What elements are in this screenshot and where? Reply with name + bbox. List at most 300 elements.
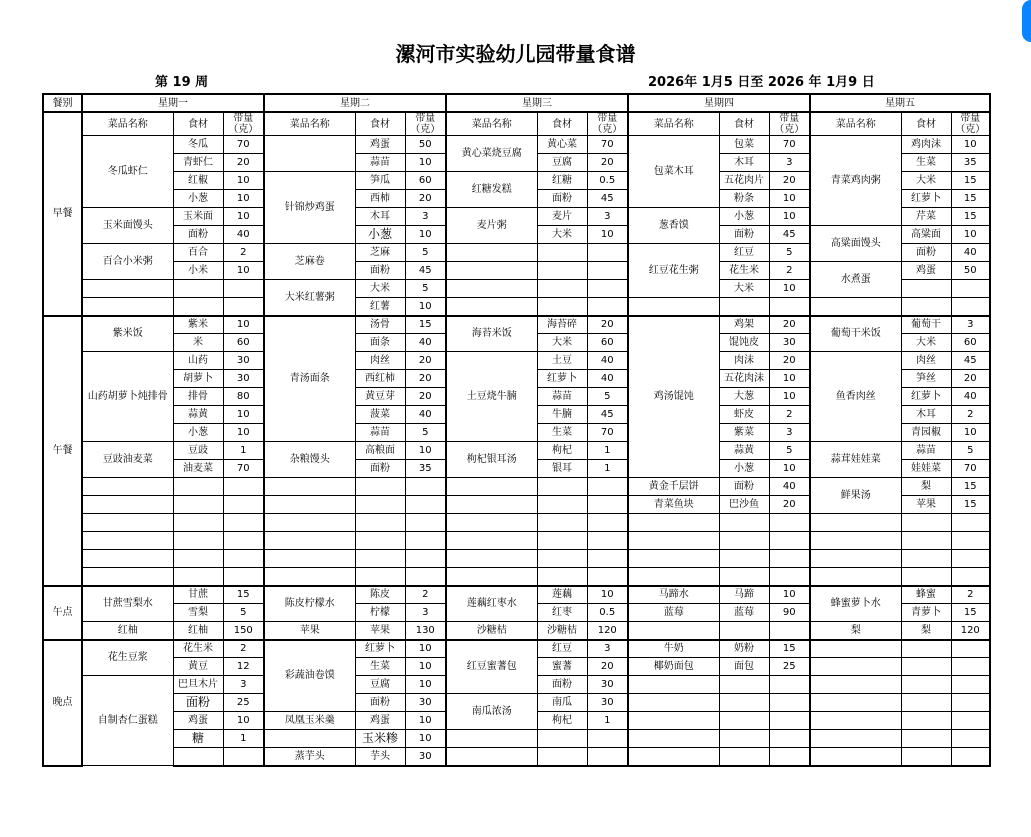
dish-name: 蒸芋头 — [264, 748, 355, 766]
amount: 10 — [223, 190, 264, 208]
ingredient: 笋丝 — [901, 370, 951, 388]
ingredient: 葡萄干 — [901, 316, 951, 334]
amount: 15 — [951, 478, 990, 496]
ingredient: 五花肉沫 — [719, 370, 769, 388]
amount: 10 — [769, 460, 810, 478]
ingredient: 枸杞 — [537, 442, 587, 460]
ingredient — [173, 748, 223, 766]
dish-name: 麦片粥 — [446, 208, 537, 244]
ingredient: 牛腩 — [537, 406, 587, 424]
amount — [951, 514, 990, 532]
ingredient: 胡萝卜 — [173, 370, 223, 388]
amount: 20 — [769, 172, 810, 190]
ingredient: 面粉 — [355, 460, 405, 478]
dish-name — [264, 568, 355, 586]
amount: 2 — [223, 640, 264, 658]
amount-column-header: 带量（克） — [223, 112, 264, 136]
dish-name — [82, 550, 173, 568]
ingredient: 木耳 — [901, 406, 951, 424]
dish-name — [446, 748, 537, 766]
amount: 15 — [769, 640, 810, 658]
ingredient: 娃娃菜 — [901, 460, 951, 478]
dish-name — [628, 514, 719, 532]
dish-name: 葡萄干米饭 — [810, 316, 901, 352]
ingredient: 油麦菜 — [173, 460, 223, 478]
dish-name: 红糖发糕 — [446, 172, 537, 208]
amount: 10 — [223, 406, 264, 424]
ingredient: 鸡蛋 — [901, 262, 951, 280]
amount — [587, 730, 628, 748]
amount: 3 — [223, 676, 264, 694]
amount: 20 — [405, 370, 446, 388]
ingredient: 大米 — [901, 334, 951, 352]
ingredient: 大葱 — [719, 388, 769, 406]
dish-name — [810, 514, 901, 532]
ingredient-column-header: 食材 — [901, 112, 951, 136]
ingredient — [173, 280, 223, 298]
amount: 40 — [769, 478, 810, 496]
amount: 10 — [769, 208, 810, 226]
ingredient: 小葱 — [719, 460, 769, 478]
dish-name: 梨 — [810, 622, 901, 640]
amount: 5 — [405, 280, 446, 298]
amount: 3 — [405, 208, 446, 226]
dish-name: 南瓜浓汤 — [446, 694, 537, 730]
ingredient: 面粉 — [355, 694, 405, 712]
amount: 10 — [223, 172, 264, 190]
dish-name — [82, 478, 173, 496]
amount: 10 — [769, 190, 810, 208]
amount — [587, 514, 628, 532]
ingredient — [355, 478, 405, 496]
dish-name — [628, 694, 719, 712]
dish-name — [446, 298, 537, 316]
ingredient: 南瓜 — [537, 694, 587, 712]
amount: 2 — [769, 262, 810, 280]
amount — [405, 478, 446, 496]
dish-name: 针锦炒鸡蛋 — [264, 172, 355, 244]
amount — [587, 496, 628, 514]
ingredient: 鸡蛋 — [355, 712, 405, 730]
ingredient — [719, 712, 769, 730]
dish-name — [810, 694, 901, 712]
dish-name: 土豆烧牛腩 — [446, 352, 537, 442]
amount — [769, 748, 810, 766]
dish-name — [628, 568, 719, 586]
amount: 10 — [223, 424, 264, 442]
dish-name — [446, 478, 537, 496]
menu-row — [43, 532, 990, 550]
ingredient: 虾皮 — [719, 406, 769, 424]
ingredient: 紫菜 — [719, 424, 769, 442]
ingredient: 小米 — [173, 262, 223, 280]
window-corner-button[interactable] — [1022, 0, 1031, 42]
amount: 70 — [769, 136, 810, 154]
amount — [951, 568, 990, 586]
ingredient — [537, 280, 587, 298]
amount: 90 — [769, 604, 810, 622]
ingredient-column-header: 食材 — [355, 112, 405, 136]
amount: 40 — [587, 352, 628, 370]
ingredient: 红萝卜 — [537, 370, 587, 388]
amount: 5 — [405, 244, 446, 262]
ingredient: 西柿 — [355, 190, 405, 208]
ingredient: 芋头 — [355, 748, 405, 766]
ingredient: 面粉 — [173, 226, 223, 244]
ingredient — [355, 568, 405, 586]
ingredient: 笋瓜 — [355, 172, 405, 190]
ingredient: 柠檬 — [355, 604, 405, 622]
ingredient: 肉沫 — [719, 352, 769, 370]
dish-name: 黄金千层饼 — [628, 478, 719, 496]
dish-name — [628, 748, 719, 766]
ingredient: 巴旦木片 — [173, 676, 223, 694]
ingredient: 蒜黄 — [719, 442, 769, 460]
ingredient — [719, 748, 769, 766]
dish-name — [82, 280, 173, 298]
ingredient: 小葱 — [173, 424, 223, 442]
amount: 10 — [951, 424, 990, 442]
amount — [587, 532, 628, 550]
ingredient: 馄饨皮 — [719, 334, 769, 352]
ingredient — [355, 514, 405, 532]
dish-name — [810, 658, 901, 676]
dish-name: 蒜茸娃娃菜 — [810, 442, 901, 478]
menu-row — [43, 622, 990, 640]
amount: 20 — [405, 388, 446, 406]
amount: 10 — [769, 370, 810, 388]
ingredient: 菠菜 — [355, 406, 405, 424]
amount: 2 — [951, 406, 990, 424]
dish-name: 马蹄水 — [628, 586, 719, 604]
dish-name: 凤凰玉米羹 — [264, 712, 355, 730]
dish-name: 椰奶面包 — [628, 658, 719, 676]
ingredient — [173, 532, 223, 550]
ingredient — [901, 640, 951, 658]
menu-row — [43, 316, 990, 334]
dish-name: 鱼香肉丝 — [810, 352, 901, 442]
amount: 30 — [587, 694, 628, 712]
dish-name: 红豆蜜蓍包 — [446, 640, 537, 694]
dish-column-header: 菜品名称 — [264, 112, 355, 136]
amount — [405, 532, 446, 550]
day-header-row — [43, 94, 990, 112]
dish-name: 自制杏仁蛋糕 — [82, 676, 173, 766]
ingredient — [901, 514, 951, 532]
ingredient: 粉条 — [719, 190, 769, 208]
dish-name — [446, 244, 537, 262]
amount-column-header: 带量（克） — [769, 112, 810, 136]
amount: 80 — [223, 388, 264, 406]
ingredient: 蜂蜜 — [901, 586, 951, 604]
ingredient — [173, 514, 223, 532]
ingredient: 山药 — [173, 352, 223, 370]
amount — [223, 748, 264, 766]
menu-row — [43, 568, 990, 586]
day-header: 星期二 — [264, 94, 446, 112]
ingredient: 蒜苗 — [537, 388, 587, 406]
amount: 70 — [951, 460, 990, 478]
ingredient — [901, 676, 951, 694]
meal-label: 晚点 — [43, 640, 82, 766]
dish-name: 莲藕红枣水 — [446, 586, 537, 622]
ingredient — [537, 532, 587, 550]
amount: 40 — [223, 226, 264, 244]
ingredient: 西红柿 — [355, 370, 405, 388]
amount: 10 — [769, 280, 810, 298]
dish-name: 沙糖桔 — [446, 622, 537, 640]
amount — [951, 676, 990, 694]
ingredient — [901, 712, 951, 730]
meal-column-header: 餐别 — [43, 94, 82, 112]
ingredient: 黄豆 — [173, 658, 223, 676]
amount — [587, 748, 628, 766]
ingredient — [719, 694, 769, 712]
ingredient: 红萝卜 — [355, 640, 405, 658]
amount — [223, 298, 264, 316]
dish-name — [628, 622, 719, 640]
amount: 40 — [587, 370, 628, 388]
dish-name — [82, 532, 173, 550]
amount — [951, 532, 990, 550]
dish-name: 牛奶 — [628, 640, 719, 658]
amount — [587, 550, 628, 568]
amount: 35 — [405, 460, 446, 478]
amount — [769, 298, 810, 316]
menu-row — [43, 748, 990, 766]
ingredient: 鸡蛋 — [173, 712, 223, 730]
amount — [587, 478, 628, 496]
amount — [769, 730, 810, 748]
amount: 30 — [769, 334, 810, 352]
dish-name: 青汤面条 — [264, 316, 355, 442]
ingredient-column-header: 食材 — [173, 112, 223, 136]
dish-name — [628, 676, 719, 694]
amount: 70 — [223, 136, 264, 154]
amount: 1 — [223, 442, 264, 460]
amount: 10 — [405, 676, 446, 694]
ingredient: 梨 — [901, 622, 951, 640]
amount: 25 — [769, 658, 810, 676]
dish-name — [446, 280, 537, 298]
amount — [769, 694, 810, 712]
ingredient — [901, 280, 951, 298]
amount: 2 — [223, 244, 264, 262]
amount: 10 — [405, 730, 446, 748]
amount-column-header: 带量（克） — [405, 112, 446, 136]
dish-name: 鸡汤馄饨 — [628, 316, 719, 478]
amount: 20 — [769, 316, 810, 334]
amount — [951, 694, 990, 712]
dish-name: 包菜木耳 — [628, 136, 719, 208]
amount: 50 — [405, 136, 446, 154]
dish-name: 黄心菜烧豆腐 — [446, 136, 537, 172]
amount: 10 — [223, 262, 264, 280]
ingredient: 甘蔗 — [173, 586, 223, 604]
dish-name: 冬瓜虾仁 — [82, 136, 173, 208]
dish-name — [446, 730, 537, 748]
ingredient — [901, 532, 951, 550]
amount — [769, 532, 810, 550]
menu-row — [43, 694, 990, 712]
ingredient: 芹菜 — [901, 208, 951, 226]
dish-name — [264, 730, 355, 748]
amount: 12 — [223, 658, 264, 676]
ingredient-column-header: 食材 — [537, 112, 587, 136]
amount — [587, 262, 628, 280]
amount: 3 — [951, 316, 990, 334]
amount: 0.5 — [587, 604, 628, 622]
amount: 10 — [587, 226, 628, 244]
amount: 10 — [405, 640, 446, 658]
amount — [587, 244, 628, 262]
ingredient — [537, 496, 587, 514]
ingredient-column-header: 食材 — [719, 112, 769, 136]
amount: 60 — [587, 334, 628, 352]
dish-name — [810, 532, 901, 550]
ingredient: 玉米面 — [173, 208, 223, 226]
dish-name: 陈皮柠檬水 — [264, 586, 355, 622]
amount: 60 — [951, 334, 990, 352]
ingredient: 红萝卜 — [901, 388, 951, 406]
amount: 35 — [951, 154, 990, 172]
dish-name — [82, 496, 173, 514]
dish-name: 枸杞银耳汤 — [446, 442, 537, 478]
dish-name: 青菜鱼块 — [628, 496, 719, 514]
amount: 10 — [405, 154, 446, 172]
ingredient — [173, 550, 223, 568]
amount — [587, 298, 628, 316]
ingredient: 雪梨 — [173, 604, 223, 622]
amount: 20 — [405, 352, 446, 370]
dish-name: 鲜果汤 — [810, 478, 901, 514]
meal-label: 早餐 — [43, 112, 82, 316]
ingredient: 大米 — [537, 334, 587, 352]
dish-name: 红柚 — [82, 622, 173, 640]
amount: 70 — [587, 136, 628, 154]
ingredient: 黄豆芽 — [355, 388, 405, 406]
ingredient: 面包 — [719, 658, 769, 676]
ingredient: 麦片 — [537, 208, 587, 226]
amount — [951, 298, 990, 316]
dish-column-header: 菜品名称 — [82, 112, 173, 136]
amount: 10 — [405, 298, 446, 316]
amount — [223, 568, 264, 586]
menu-row — [43, 640, 990, 658]
dish-name: 蓝莓 — [628, 604, 719, 622]
ingredient — [901, 550, 951, 568]
amount — [951, 730, 990, 748]
ingredient — [173, 568, 223, 586]
amount — [223, 532, 264, 550]
amount: 3 — [405, 604, 446, 622]
ingredient: 紫米 — [173, 316, 223, 334]
ingredient: 沙糖桔 — [537, 622, 587, 640]
amount — [405, 550, 446, 568]
amount: 1 — [223, 730, 264, 748]
dish-name — [446, 514, 537, 532]
dish-name: 彩蔬油卷馍 — [264, 640, 355, 712]
ingredient: 红薯 — [355, 298, 405, 316]
ingredient: 陈皮 — [355, 586, 405, 604]
amount: 5 — [769, 244, 810, 262]
ingredient: 面条 — [355, 334, 405, 352]
dish-name: 葱香馍 — [628, 208, 719, 244]
amount — [769, 550, 810, 568]
amount: 3 — [587, 640, 628, 658]
ingredient — [537, 568, 587, 586]
amount: 5 — [951, 442, 990, 460]
ingredient — [719, 568, 769, 586]
amount: 15 — [951, 190, 990, 208]
ingredient: 红枣 — [537, 604, 587, 622]
ingredient — [719, 550, 769, 568]
ingredient — [537, 730, 587, 748]
dish-name — [810, 568, 901, 586]
amount — [405, 568, 446, 586]
ingredient — [901, 694, 951, 712]
amount-column-header: 带量（克） — [587, 112, 628, 136]
ingredient: 红豆 — [719, 244, 769, 262]
amount: 20 — [587, 154, 628, 172]
ingredient: 青园椒 — [901, 424, 951, 442]
amount: 10 — [587, 586, 628, 604]
ingredient: 苹果 — [355, 622, 405, 640]
amount: 3 — [587, 208, 628, 226]
amount: 120 — [587, 622, 628, 640]
dish-column-header: 菜品名称 — [810, 112, 901, 136]
ingredient: 面粉 — [719, 478, 769, 496]
dish-name: 豆豉油麦菜 — [82, 442, 173, 478]
ingredient: 青虾仁 — [173, 154, 223, 172]
meal-label: 午点 — [43, 586, 82, 640]
ingredient: 银耳 — [537, 460, 587, 478]
amount — [951, 640, 990, 658]
ingredient — [355, 496, 405, 514]
amount: 10 — [769, 388, 810, 406]
amount — [223, 280, 264, 298]
amount: 0.5 — [587, 172, 628, 190]
amount: 130 — [405, 622, 446, 640]
dish-name — [810, 676, 901, 694]
amount: 40 — [951, 244, 990, 262]
amount: 15 — [951, 208, 990, 226]
ingredient: 生菜 — [901, 154, 951, 172]
dish-name: 甘蔗雪梨水 — [82, 586, 173, 622]
dish-name: 山药胡萝卜炖排骨 — [82, 352, 173, 442]
dish-name — [82, 298, 173, 316]
ingredient: 大米 — [901, 172, 951, 190]
ingredient — [719, 298, 769, 316]
ingredient — [537, 244, 587, 262]
amount: 40 — [405, 334, 446, 352]
amount: 10 — [223, 316, 264, 334]
dish-name: 红豆花生粥 — [628, 244, 719, 298]
ingredient: 五花肉片 — [719, 172, 769, 190]
ingredient: 莲藕 — [537, 586, 587, 604]
amount — [769, 622, 810, 640]
ingredient: 蒜苗 — [355, 424, 405, 442]
ingredient: 糖 — [173, 730, 223, 748]
ingredient: 梨 — [901, 478, 951, 496]
ingredient: 小葱 — [355, 226, 405, 244]
page-title: 漯河市实验幼儿园带量食谱 — [395, 42, 636, 66]
amount: 10 — [405, 658, 446, 676]
dish-name: 海苔米饭 — [446, 316, 537, 352]
ingredient: 木耳 — [719, 154, 769, 172]
dish-name — [446, 496, 537, 514]
dish-name — [82, 568, 173, 586]
